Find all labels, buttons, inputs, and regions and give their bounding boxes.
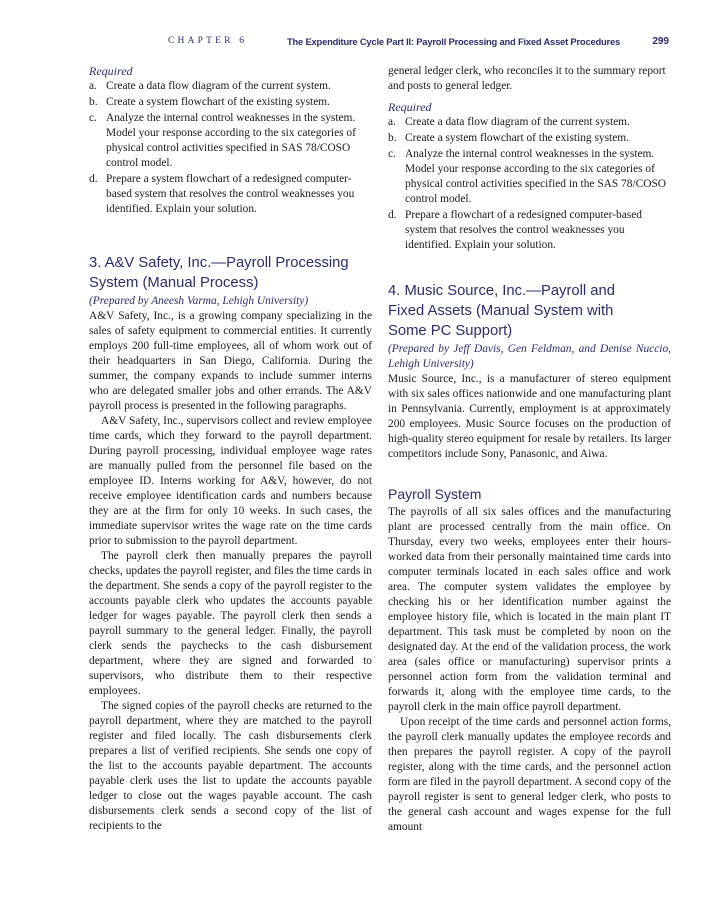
section-title: 4. Music Source, Inc.—Payroll and Fixed Assets (Manual System with Some PC Support) xyxy=(388,283,615,339)
item-text: Create a data flow diagram of the current system. xyxy=(106,80,331,92)
list-item xyxy=(388,115,671,130)
list-item xyxy=(89,79,372,94)
item-text: Create a system flowchart of the existing system. xyxy=(405,132,629,144)
item-letter: a. xyxy=(388,116,396,128)
item-letter: a. xyxy=(89,80,97,92)
running-title: The Expenditure Cycle Part II: Payroll Processing and Fixed Asset Procedures xyxy=(287,36,621,47)
required-label: Required xyxy=(89,64,133,78)
paragraph: A&V Safety, Inc., supervisors collect and review employee time cards, which they forward to the payroll department. During payroll processing, individual employee wage rates are manually pulled from the personnel file based on the employee ID. Interns working for A&V, however, do not receive employee identification cards and numbers because they are at the firm for only 10 weeks. In such cases, the immediate supervisor writes the wage rate on the time cards prior to submission to the payroll department. xyxy=(89,415,372,547)
subsection-title: Payroll System xyxy=(388,486,482,502)
paragraph: A&V Safety, Inc., is a growing company specializing in the sales of safety equipment to commercial entities. It currently employs 200 full-time employees, all of whom work out of their headquarters in San Diego, California. During the summer, the company expands to include summer interns who are delegated smaller jobs and other errands. The A&V payroll process is presented in the following paragraphs. xyxy=(89,310,372,412)
list-item xyxy=(388,208,671,253)
list-item xyxy=(89,111,372,171)
item-letter: d. xyxy=(388,209,397,221)
item-text: Prepare a flowchart of a redesigned computer-based system that resolves the control weaknesses you identified. Explain your solution. xyxy=(405,209,642,251)
required-label: Required xyxy=(388,100,432,114)
list-item xyxy=(89,172,372,217)
prepared-by: (Prepared by Jeff Davis, Gen Feldman, and Denise Nuccio, Lehigh University) xyxy=(388,343,671,370)
item-letter: c. xyxy=(89,112,97,124)
paragraph: Upon receipt of the time cards and personnel action forms, the payroll clerk manually updates the employee records and then prepares the payroll register. A copy of the payroll register, along with the time cards, and the personnel action form are filed in the payroll department. A second copy of the payroll register is sent to general ledger clerk, who posts to the general cash account and wages expense for the full amount xyxy=(388,716,671,833)
item-text: Create a data flow diagram of the current system. xyxy=(405,116,630,128)
item-text: Prepare a system flowchart of a redesigned computer-based system that resolves the control weaknesses you identified. Explain your solution. xyxy=(106,173,355,215)
required-list xyxy=(89,79,372,217)
list-item xyxy=(388,131,671,146)
item-text: Analyze the internal control weaknesses in the system. Model your response according to the six categories of physical control activities specified in the SAS 78/COSO control model. xyxy=(405,148,667,205)
right-column xyxy=(388,64,671,835)
chapter-label: CHAPTER 6 xyxy=(168,36,248,46)
page-header xyxy=(0,36,719,50)
section-title: 3. A&V Safety, Inc.—Payroll Processing System (Manual Process) xyxy=(89,255,349,291)
list-item xyxy=(89,95,372,110)
item-text: Create a system flowchart of the existing system. xyxy=(106,96,330,108)
paragraph: The payroll clerk then manually prepares the payroll checks, updates the payroll register, and files the time cards in the department. She sends a copy of the payroll register to the accounts payable clerk who updates the accounts payable ledger for wages payable. The payroll clerk then sends a payroll summary to the general ledger. Finally, the payroll clerk sends the paychecks to the cash disbursement department, where they are signed and forwarded to supervisors, who distribute them to their respective employees. xyxy=(89,550,372,697)
paragraph: Music Source, Inc., is a manufacturer of stereo equipment with six sales offices nationwide and one manufacturing plant in Pennsylvania. Currently, employment is at approximately 200 employees. Music Source focuses on the production of high-quality stereo equipment for resale by retailers. Its larger competitors include Sony, Panasonic, and Aiwa. xyxy=(388,373,671,460)
left-column xyxy=(89,64,372,834)
page-number: 299 xyxy=(652,36,669,47)
paragraph: The payrolls of all six sales offices and the manufacturing plant are processed centrally from the main office. On Thursday, every two weeks, employees enter their hours-worked data from their personally maintained time cards into computer terminals located in each sales office and work area. The computer system validates the employee by checking his or her identification number against the employee history file, which is located in the main plant IT department. This task must be completed by noon on the designated day. At the end of the validation process, the work area (sales office or manufacturing) supervisor prints a personnel action form from the validation terminal and forwards it, along with the employee time cards, to the payroll clerk in the main office payroll department. xyxy=(388,506,671,713)
item-letter: d. xyxy=(89,173,98,185)
paragraph: The signed copies of the payroll checks are returned to the payroll department, where they are matched to the payroll register and filed locally. The cash disbursements clerk prepares a list of verified recipients. She sends one copy of the list to the accounts payable department. The accounts payable clerk uses the list to update the accounts payable ledger to close out the wages payable account. The cash disbursements clerk sends a second copy of the list of recipients to the xyxy=(89,700,372,832)
item-text: Analyze the internal control weaknesses in the system. Model your response according to the six categories of physical control activities specified in SAS 78/COSO control model. xyxy=(106,112,356,169)
paragraph: general ledger clerk, who reconciles it to the summary report and posts to general ledger. xyxy=(388,65,666,92)
item-letter: b. xyxy=(388,132,397,144)
item-letter: c. xyxy=(388,148,396,160)
prepared-by: (Prepared by Aneesh Varma, Lehigh University) xyxy=(89,295,309,307)
list-item xyxy=(388,147,671,207)
required-list xyxy=(388,115,671,253)
item-letter: b. xyxy=(89,96,98,108)
